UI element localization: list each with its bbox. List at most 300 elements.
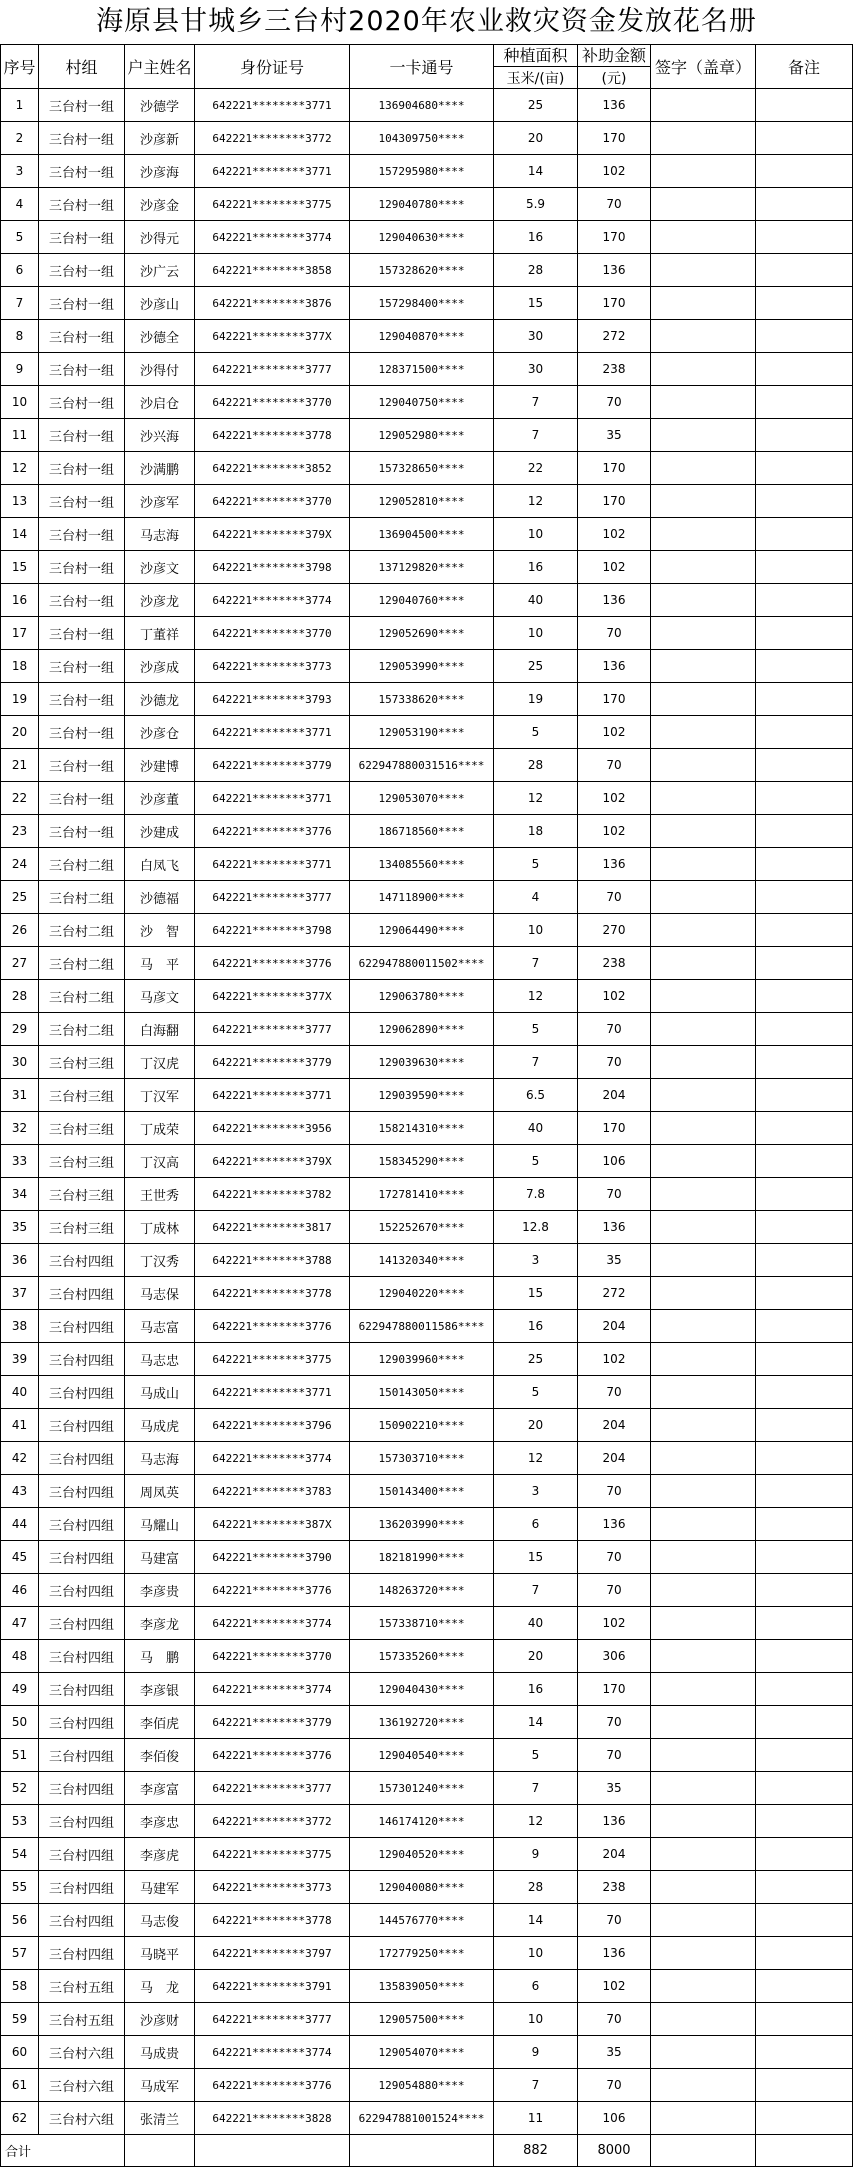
cell-id: 642221********3956 [195, 1112, 350, 1145]
cell-amount: 70 [578, 1046, 651, 1079]
cell-name: 马志保 [125, 1277, 195, 1310]
cell-seq: 20 [1, 716, 39, 749]
cell-area: 14 [494, 155, 578, 188]
cell-seq: 27 [1, 947, 39, 980]
cell-card: 129039960**** [350, 1343, 494, 1376]
header-seq: 序号 [1, 45, 39, 89]
header-name: 户主姓名 [125, 45, 195, 89]
cell-village: 三台村六组 [39, 2102, 125, 2135]
cell-amount: 70 [578, 1013, 651, 1046]
cell-id: 642221********3771 [195, 1376, 350, 1409]
cell-card: 157338620**** [350, 683, 494, 716]
cell-village: 三台村一组 [39, 254, 125, 287]
cell-id: 642221********3779 [195, 749, 350, 782]
cell-note [756, 1937, 853, 1970]
cell-seq: 7 [1, 287, 39, 320]
cell-name: 李彦忠 [125, 1805, 195, 1838]
cell-village: 三台村四组 [39, 1805, 125, 1838]
cell-amount: 102 [578, 782, 651, 815]
cell-seq: 55 [1, 1871, 39, 1904]
cell-village: 三台村一组 [39, 221, 125, 254]
cell-amount: 70 [578, 1706, 651, 1739]
cell-area: 6.5 [494, 1079, 578, 1112]
cell-amount: 136 [578, 848, 651, 881]
cell-sign [651, 1640, 756, 1673]
cell-seq: 22 [1, 782, 39, 815]
cell-seq: 51 [1, 1739, 39, 1772]
cell-id: 642221********3793 [195, 683, 350, 716]
total-empty-sign [651, 2135, 756, 2167]
cell-name: 马志海 [125, 1442, 195, 1475]
header-amount: 补助金额 [578, 45, 651, 67]
cell-amount: 170 [578, 683, 651, 716]
cell-village: 三台村一组 [39, 353, 125, 386]
cell-note [756, 320, 853, 353]
cell-note [756, 1013, 853, 1046]
cell-sign [651, 716, 756, 749]
cell-amount: 102 [578, 155, 651, 188]
cell-village: 三台村三组 [39, 1211, 125, 1244]
cell-name: 沙彦金 [125, 188, 195, 221]
cell-amount: 35 [578, 1772, 651, 1805]
cell-sign [651, 419, 756, 452]
cell-amount: 204 [578, 1442, 651, 1475]
cell-seq: 53 [1, 1805, 39, 1838]
cell-note [756, 815, 853, 848]
cell-area: 7 [494, 947, 578, 980]
cell-card: 129057500**** [350, 2003, 494, 2036]
cell-seq: 42 [1, 1442, 39, 1475]
cell-sign [651, 881, 756, 914]
cell-card: 129052980**** [350, 419, 494, 452]
cell-area: 5 [494, 848, 578, 881]
cell-name: 沙彦龙 [125, 584, 195, 617]
cell-village: 三台村一组 [39, 683, 125, 716]
cell-village: 三台村三组 [39, 1145, 125, 1178]
table-row [1, 980, 853, 1013]
cell-area: 5.9 [494, 188, 578, 221]
cell-amount: 170 [578, 221, 651, 254]
cell-card: 136904680**** [350, 89, 494, 122]
cell-village: 三台村四组 [39, 1244, 125, 1277]
cell-amount: 204 [578, 1409, 651, 1442]
table-row [1, 584, 853, 617]
cell-card: 157335260**** [350, 1640, 494, 1673]
cell-id: 642221********3771 [195, 782, 350, 815]
cell-seq: 34 [1, 1178, 39, 1211]
table-row [1, 419, 853, 452]
cell-id: 642221********3798 [195, 914, 350, 947]
table-row [1, 1640, 853, 1673]
cell-card: 158214310**** [350, 1112, 494, 1145]
cell-note [756, 749, 853, 782]
total-amount: 8000 [578, 2135, 651, 2167]
cell-card: 128371500**** [350, 353, 494, 386]
cell-seq: 2 [1, 122, 39, 155]
cell-card: 129064490**** [350, 914, 494, 947]
total-empty-note [756, 2135, 853, 2167]
cell-amount: 70 [578, 2069, 651, 2102]
cell-area: 28 [494, 254, 578, 287]
cell-name: 白海翻 [125, 1013, 195, 1046]
cell-seq: 61 [1, 2069, 39, 2102]
cell-note [756, 353, 853, 386]
total-area: 882 [494, 2135, 578, 2167]
cell-name: 沙彦文 [125, 551, 195, 584]
cell-seq: 26 [1, 914, 39, 947]
header-area: 种植面积 [494, 45, 578, 67]
cell-seq: 29 [1, 1013, 39, 1046]
table-row [1, 551, 853, 584]
cell-sign [651, 221, 756, 254]
cell-sign [651, 1970, 756, 2003]
cell-id: 642221********3776 [195, 947, 350, 980]
cell-id: 642221********3770 [195, 485, 350, 518]
cell-amount: 238 [578, 1871, 651, 1904]
cell-id: 642221********3852 [195, 452, 350, 485]
cell-note [756, 419, 853, 452]
cell-name: 丁汉虎 [125, 1046, 195, 1079]
cell-seq: 38 [1, 1310, 39, 1343]
cell-name: 沙建博 [125, 749, 195, 782]
cell-card: 622947880011586**** [350, 1310, 494, 1343]
cell-amount: 136 [578, 584, 651, 617]
cell-id: 642221********3770 [195, 617, 350, 650]
cell-area: 16 [494, 221, 578, 254]
cell-sign [651, 848, 756, 881]
cell-card: 129040520**** [350, 1838, 494, 1871]
cell-amount: 35 [578, 419, 651, 452]
cell-note [756, 1706, 853, 1739]
cell-note [756, 386, 853, 419]
cell-area: 10 [494, 914, 578, 947]
table-row [1, 1508, 853, 1541]
cell-village: 三台村一组 [39, 650, 125, 683]
cell-seq: 14 [1, 518, 39, 551]
cell-seq: 11 [1, 419, 39, 452]
table-row [1, 1145, 853, 1178]
cell-amount: 238 [578, 947, 651, 980]
cell-amount: 102 [578, 551, 651, 584]
cell-area: 5 [494, 1376, 578, 1409]
cell-village: 三台村二组 [39, 947, 125, 980]
cell-village: 三台村四组 [39, 1772, 125, 1805]
cell-sign [651, 452, 756, 485]
cell-sign [651, 518, 756, 551]
cell-sign [651, 1871, 756, 1904]
cell-note [756, 122, 853, 155]
cell-village: 三台村四组 [39, 1574, 125, 1607]
cell-area: 22 [494, 452, 578, 485]
cell-area: 16 [494, 551, 578, 584]
cell-id: 642221********3778 [195, 1904, 350, 1937]
table-row [1, 485, 853, 518]
cell-id: 642221********377X [195, 320, 350, 353]
cell-village: 三台村一组 [39, 716, 125, 749]
cell-amount: 70 [578, 188, 651, 221]
cell-note [756, 1112, 853, 1145]
cell-seq: 8 [1, 320, 39, 353]
table-row [1, 2069, 853, 2102]
table-row [1, 1178, 853, 1211]
table-row [1, 617, 853, 650]
cell-amount: 106 [578, 2102, 651, 2135]
cell-area: 15 [494, 1277, 578, 1310]
cell-card: 136904500**** [350, 518, 494, 551]
cell-area: 7 [494, 386, 578, 419]
cell-village: 三台村一组 [39, 155, 125, 188]
cell-note [756, 551, 853, 584]
cell-seq: 21 [1, 749, 39, 782]
cell-id: 642221********3777 [195, 881, 350, 914]
cell-name: 沙 智 [125, 914, 195, 947]
table-row [1, 122, 853, 155]
cell-sign [651, 1772, 756, 1805]
cell-sign [651, 1013, 756, 1046]
cell-id: 642221********3775 [195, 1838, 350, 1871]
table-row [1, 1442, 853, 1475]
cell-amount: 170 [578, 122, 651, 155]
cell-name: 李彦虎 [125, 1838, 195, 1871]
cell-sign [651, 1739, 756, 1772]
cell-amount: 70 [578, 386, 651, 419]
cell-note [756, 617, 853, 650]
cell-card: 172781410**** [350, 1178, 494, 1211]
cell-seq: 18 [1, 650, 39, 683]
cell-seq: 58 [1, 1970, 39, 2003]
cell-id: 642221********3858 [195, 254, 350, 287]
cell-note [756, 716, 853, 749]
cell-name: 沙彦成 [125, 650, 195, 683]
cell-sign [651, 1376, 756, 1409]
cell-sign [651, 122, 756, 155]
page-title: 海原县甘城乡三台村2020年农业救灾资金发放花名册 [96, 6, 757, 37]
cell-card: 182181990**** [350, 1541, 494, 1574]
table-row [1, 881, 853, 914]
cell-village: 三台村四组 [39, 1739, 125, 1772]
cell-card: 129062890**** [350, 1013, 494, 1046]
cell-id: 642221********3771 [195, 848, 350, 881]
cell-note [756, 782, 853, 815]
cell-note [756, 2003, 853, 2036]
cell-sign [651, 980, 756, 1013]
header-sign: 签字（盖章） [651, 45, 756, 89]
cell-card: 129040870**** [350, 320, 494, 353]
table-row [1, 1871, 853, 1904]
cell-id: 642221********379X [195, 518, 350, 551]
cell-area: 3 [494, 1475, 578, 1508]
table-row [1, 1211, 853, 1244]
table-row [1, 947, 853, 980]
cell-name: 马 龙 [125, 1970, 195, 2003]
cell-sign [651, 749, 756, 782]
cell-sign [651, 1079, 756, 1112]
cell-amount: 70 [578, 1574, 651, 1607]
cell-sign [651, 1706, 756, 1739]
cell-sign [651, 1541, 756, 1574]
table-row [1, 2102, 853, 2135]
cell-id: 642221********3774 [195, 1607, 350, 1640]
cell-name: 白凤飞 [125, 848, 195, 881]
cell-seq: 31 [1, 1079, 39, 1112]
cell-name: 沙建成 [125, 815, 195, 848]
table-row [1, 1079, 853, 1112]
table-row [1, 452, 853, 485]
cell-village: 三台村一组 [39, 782, 125, 815]
cell-card: 157301240**** [350, 1772, 494, 1805]
cell-card: 129040080**** [350, 1871, 494, 1904]
cell-amount: 136 [578, 1937, 651, 1970]
table-row [1, 2036, 853, 2069]
cell-amount: 136 [578, 254, 651, 287]
cell-name: 马耀山 [125, 1508, 195, 1541]
cell-card: 141320340**** [350, 1244, 494, 1277]
cell-area: 7 [494, 1046, 578, 1079]
cell-id: 642221********3798 [195, 551, 350, 584]
cell-id: 642221********3773 [195, 650, 350, 683]
cell-village: 三台村一组 [39, 485, 125, 518]
cell-seq: 62 [1, 2102, 39, 2135]
table-row [1, 89, 853, 122]
cell-name: 丁汉高 [125, 1145, 195, 1178]
cell-village: 三台村四组 [39, 1838, 125, 1871]
cell-village: 三台村一组 [39, 188, 125, 221]
cell-village: 三台村四组 [39, 1706, 125, 1739]
cell-note [756, 650, 853, 683]
cell-amount: 70 [578, 1541, 651, 1574]
cell-seq: 54 [1, 1838, 39, 1871]
cell-sign [651, 89, 756, 122]
cell-name: 马志忠 [125, 1343, 195, 1376]
cell-village: 三台村四组 [39, 1541, 125, 1574]
cell-sign [651, 1409, 756, 1442]
cell-sign [651, 914, 756, 947]
cell-sign [651, 1574, 756, 1607]
cell-village: 三台村四组 [39, 1508, 125, 1541]
cell-sign [651, 1607, 756, 1640]
cell-sign [651, 1475, 756, 1508]
cell-note [756, 1442, 853, 1475]
cell-village: 三台村一组 [39, 551, 125, 584]
table-row [1, 155, 853, 188]
cell-amount: 70 [578, 617, 651, 650]
cell-area: 7 [494, 1574, 578, 1607]
header-note: 备注 [756, 45, 853, 89]
cell-village: 三台村三组 [39, 1079, 125, 1112]
cell-name: 沙彦军 [125, 485, 195, 518]
cell-note [756, 1343, 853, 1376]
cell-card: 186718560**** [350, 815, 494, 848]
cell-seq: 1 [1, 89, 39, 122]
table-row [1, 254, 853, 287]
table-row [1, 2003, 853, 2036]
cell-sign [651, 2102, 756, 2135]
table-row [1, 1739, 853, 1772]
table-row [1, 1706, 853, 1739]
cell-name: 沙彦董 [125, 782, 195, 815]
cell-name: 沙彦海 [125, 155, 195, 188]
cell-card: 129039590**** [350, 1079, 494, 1112]
cell-name: 李佰俊 [125, 1739, 195, 1772]
cell-card: 157295980**** [350, 155, 494, 188]
cell-id: 642221********3797 [195, 1937, 350, 1970]
table-row [1, 1904, 853, 1937]
cell-village: 三台村一组 [39, 815, 125, 848]
cell-note [756, 1046, 853, 1079]
cell-area: 25 [494, 1343, 578, 1376]
table-row [1, 815, 853, 848]
cell-id: 642221********3775 [195, 188, 350, 221]
cell-area: 7 [494, 2069, 578, 2102]
cell-id: 642221********3771 [195, 716, 350, 749]
cell-amount: 35 [578, 2036, 651, 2069]
cell-amount: 238 [578, 353, 651, 386]
cell-area: 12.8 [494, 1211, 578, 1244]
cell-seq: 33 [1, 1145, 39, 1178]
cell-note [756, 1310, 853, 1343]
cell-amount: 170 [578, 452, 651, 485]
cell-card: 150143400**** [350, 1475, 494, 1508]
cell-card: 172779250**** [350, 1937, 494, 1970]
cell-area: 14 [494, 1706, 578, 1739]
total-empty-name [125, 2135, 195, 2167]
cell-name: 王世秀 [125, 1178, 195, 1211]
cell-card: 129052810**** [350, 485, 494, 518]
cell-id: 642221********3776 [195, 2069, 350, 2102]
cell-village: 三台村六组 [39, 2036, 125, 2069]
cell-sign [651, 1046, 756, 1079]
cell-card: 129054070**** [350, 2036, 494, 2069]
cell-area: 6 [494, 1970, 578, 2003]
cell-card: 129040780**** [350, 188, 494, 221]
table-row [1, 1772, 853, 1805]
cell-card: 150143050**** [350, 1376, 494, 1409]
cell-note [756, 980, 853, 1013]
cell-id: 642221********3774 [195, 2036, 350, 2069]
cell-note [756, 584, 853, 617]
cell-amount: 102 [578, 1970, 651, 2003]
cell-note [756, 914, 853, 947]
cell-id: 642221********3777 [195, 2003, 350, 2036]
table-row [1, 320, 853, 353]
cell-card: 137129820**** [350, 551, 494, 584]
cell-area: 16 [494, 1673, 578, 1706]
cell-name: 李彦银 [125, 1673, 195, 1706]
cell-area: 40 [494, 584, 578, 617]
cell-card: 146174120**** [350, 1805, 494, 1838]
cell-note [756, 1409, 853, 1442]
cell-area: 25 [494, 650, 578, 683]
table-row [1, 1013, 853, 1046]
cell-village: 三台村六组 [39, 2069, 125, 2102]
cell-id: 642221********3796 [195, 1409, 350, 1442]
cell-id: 642221********377X [195, 980, 350, 1013]
cell-name: 沙德福 [125, 881, 195, 914]
table-row [1, 1277, 853, 1310]
table-row [1, 1112, 853, 1145]
cell-village: 三台村二组 [39, 1013, 125, 1046]
table-row [1, 1376, 853, 1409]
cell-area: 5 [494, 1145, 578, 1178]
cell-sign [651, 683, 756, 716]
cell-village: 三台村四组 [39, 1871, 125, 1904]
cell-sign [651, 1343, 756, 1376]
cell-amount: 102 [578, 518, 651, 551]
cell-village: 三台村四组 [39, 1640, 125, 1673]
cell-name: 马建富 [125, 1541, 195, 1574]
cell-id: 642221********3828 [195, 2102, 350, 2135]
cell-note [756, 1541, 853, 1574]
